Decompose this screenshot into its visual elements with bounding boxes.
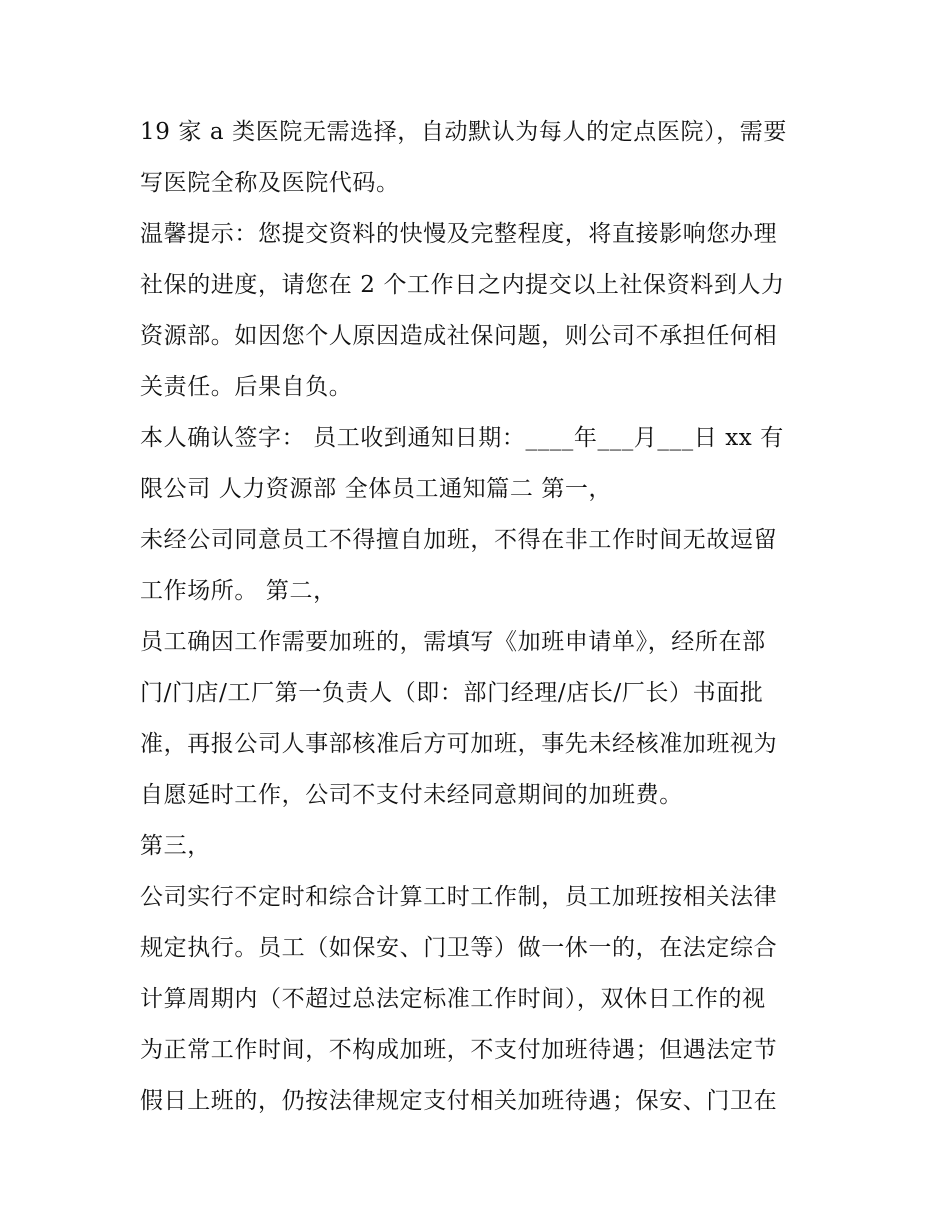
text-line: 假日上班的，仍按法律规定支付相关加班待遇；保安、门卫在 [140, 1088, 778, 1114]
text-line: 门/门店/工厂第一负责人（即：部门经理/店长/厂长）书面批 [140, 680, 764, 706]
text-line: 规定执行。员工（如保安、门卫等）做一休一的，在法定综合 [140, 935, 778, 961]
signature-line: 本人确认签字： 员工收到通知日期：____年___月___日 xx 有 [140, 425, 784, 451]
text-line: 写医院全称及医院代码。 [140, 170, 400, 196]
text-line: 工作场所。 第二， [140, 578, 337, 604]
text-line: 关责任。后果自负。 [140, 374, 353, 400]
text-line: 自愿延时工作，公司不支付未经同意期间的加班费。 [140, 782, 683, 808]
text-line: 准，再报公司人事部核准后方可加班，事先未经核准加班视为 [140, 731, 778, 757]
text-line: 为正常工作时间，不构成加班，不支付加班待遇；但遇法定节 [140, 1037, 778, 1063]
text-line: 资源部。如因您个人原因造成社保问题，则公司不承担任何相 [140, 323, 778, 349]
text-line: 未经公司同意员工不得擅自加班，不得在非工作时间无故逗留 [140, 527, 778, 553]
text-line: 公司实行不定时和综合计算工时工作制，员工加班按相关法律 [140, 884, 778, 910]
section-heading: 第三， [140, 833, 211, 859]
text-line: 19 家 a 类医院无需选择，自动默认为每人的定点医院），需要 [140, 119, 788, 145]
text-line: 计算周期内（不超过总法定标准工作时间），双休日工作的视 [140, 986, 766, 1012]
text-line: 限公司 人力资源部 全体员工通知篇二 第一， [140, 476, 613, 502]
text-line: 温馨提示：您提交资料的快慢及完整程度，将直接影响您办理 [140, 221, 778, 247]
text-line: 员工确因工作需要加班的，需填写《加班申请单》，经所在部 [140, 629, 766, 655]
document-body [140, 107, 830, 1127]
text-line: 社保的进度，请您在 2 个工作日之内提交以上社保资料到人力 [140, 272, 785, 298]
